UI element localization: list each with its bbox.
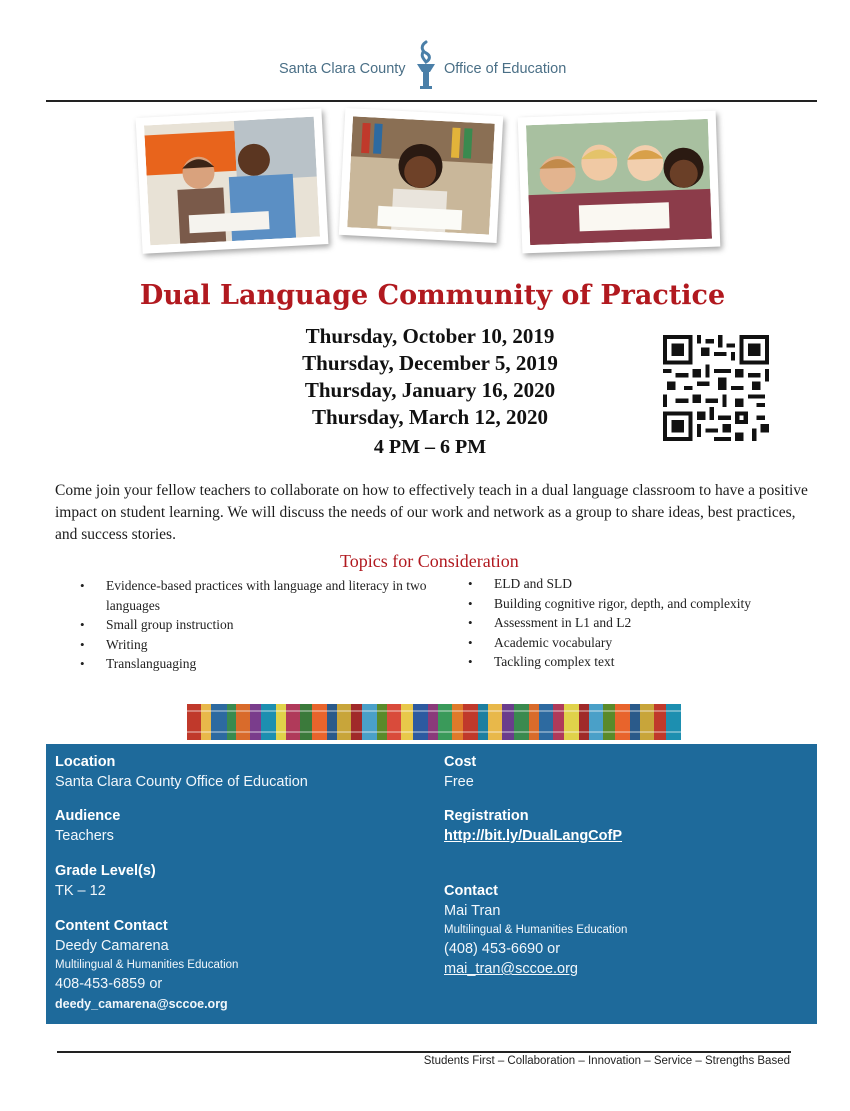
list-item: • Translanguaging: [80, 654, 440, 674]
location-value: Santa Clara County Office of Education: [55, 774, 308, 790]
content-contact-department: Multilingual & Humanities Education: [55, 959, 239, 971]
contact-department: Multilingual & Humanities Education: [444, 924, 628, 936]
list-item: • Writing: [80, 635, 440, 655]
qr-code-icon[interactable]: [663, 335, 769, 441]
list-item: • Small group instruction: [80, 615, 440, 635]
books-banner-image: [187, 704, 681, 740]
cost-value: Free: [444, 774, 474, 790]
topics-list-left: [80, 576, 440, 674]
contact-name: Mai Tran: [444, 903, 501, 919]
contact-label: Contact: [444, 883, 498, 899]
content-contact-phone: 408-453-6859 or: [55, 976, 163, 992]
list-item: • Evidence-based practices with language and literacy in two languages: [80, 576, 440, 615]
event-date: Thursday, January 16, 2020: [304, 378, 556, 402]
footer-tagline: Students First – Collaboration – Innovation – Service – Strengths Based: [423, 1055, 790, 1067]
org-name-right: Office of Education: [444, 61, 567, 77]
contact-phone: (408) 453-6690 or: [444, 941, 561, 957]
details-left-column: [55, 752, 425, 1014]
footer-divider: [57, 1051, 791, 1053]
list-item: • Building cognitive rigor, depth, and complexity: [468, 594, 808, 614]
cost-label: Cost: [444, 754, 477, 770]
registration-label: Registration: [444, 808, 529, 824]
event-date: Thursday, October 10, 2019: [305, 324, 555, 348]
event-title: Dual Language Community of Practice: [139, 280, 726, 311]
event-time: 4 PM – 6 PM: [373, 436, 487, 458]
event-date: Thursday, December 5, 2019: [302, 351, 558, 375]
org-name-left: Santa Clara County: [279, 61, 406, 77]
topics-list-right: [468, 574, 808, 672]
event-dates: [250, 323, 610, 431]
content-contact-email[interactable]: deedy_camarena@sccoe.org: [55, 997, 228, 1011]
list-item: • Academic vocabulary: [468, 633, 808, 653]
grade-level-value: TK – 12: [55, 883, 106, 899]
event-details-panel: [46, 744, 817, 1024]
list-item: • Assessment in L1 and L2: [468, 613, 808, 633]
event-date: Thursday, March 12, 2020: [312, 405, 548, 429]
content-contact-label: Content Contact: [55, 918, 168, 934]
photo-girl-reading: [339, 108, 503, 243]
photo-group-reading: [518, 111, 721, 254]
registration-link[interactable]: http://bit.ly/DualLangCofP: [444, 828, 623, 844]
location-label: Location: [55, 754, 116, 770]
topics-heading: Topics for Consideration: [340, 551, 519, 571]
torch-logo-icon: [413, 40, 439, 92]
grade-level-label: Grade Level(s): [55, 863, 156, 879]
audience-label: Audience: [55, 808, 121, 824]
list-item: • Tackling complex text: [468, 652, 808, 672]
contact-email[interactable]: mai_tran@sccoe.org: [444, 961, 578, 977]
photo-boys-reading: [136, 108, 329, 254]
group-reading-image-icon: [526, 119, 712, 245]
event-description: Come join your fellow teachers to collaborate on how to effectively teach in a dual language classroom to have a positive impact on student learning. We will discuss the needs of our work and network as a group to share ideas, best practices, and success stories.: [55, 482, 808, 543]
header-divider: [46, 100, 817, 102]
list-item: • ELD and SLD: [468, 574, 808, 594]
boys-reading-image-icon: [144, 117, 320, 246]
content-contact-name: Deedy Camarena: [55, 938, 169, 954]
girl-reading-image-icon: [347, 116, 495, 234]
details-right-column: [444, 752, 804, 979]
audience-value: Teachers: [55, 828, 114, 844]
